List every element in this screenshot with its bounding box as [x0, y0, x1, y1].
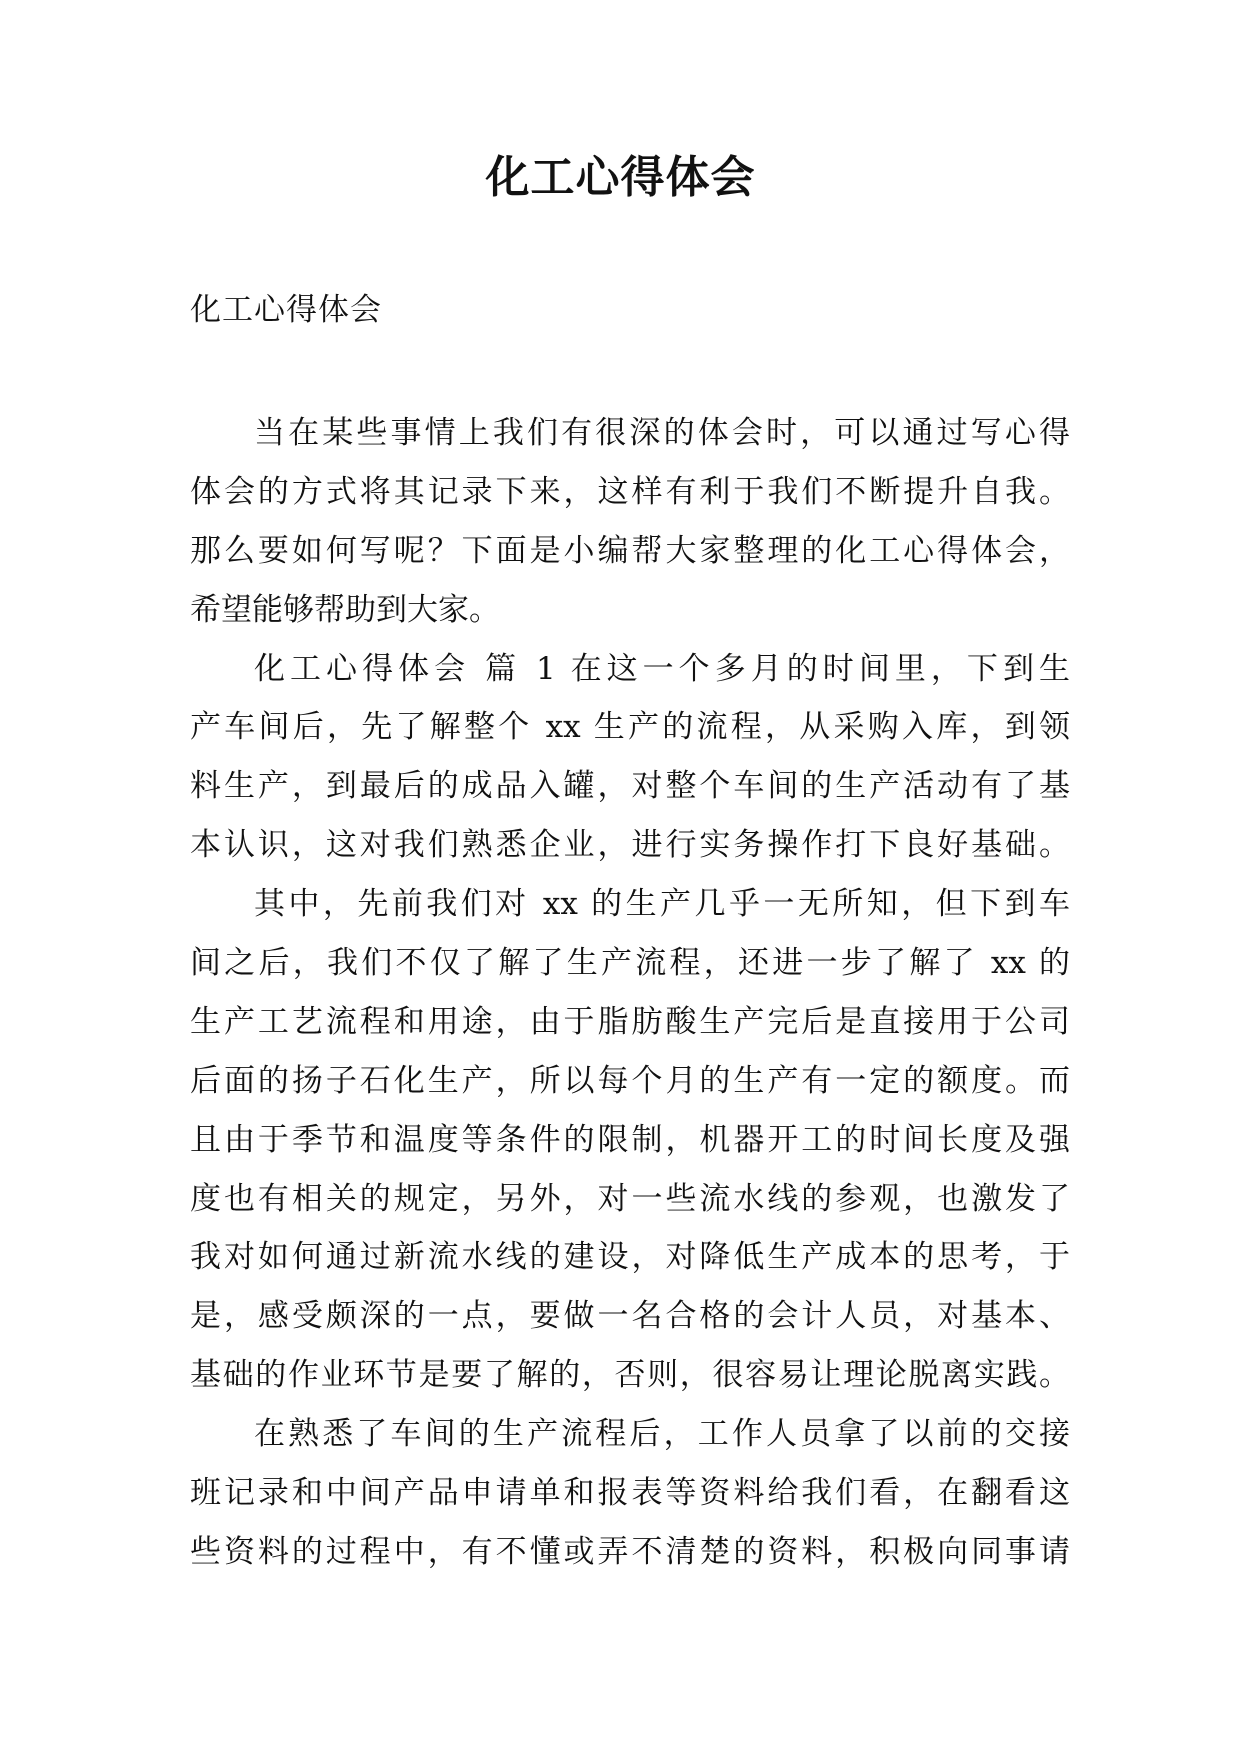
text-line: 产车间后，先了解整个 xx 生产的流程，从采购入库，到领: [190, 709, 1070, 746]
text-line: 基础的作业环节是要了解的，否则，很容易让理论脱离实践。: [190, 1357, 1070, 1394]
text-line: 班记录和中间产品申请单和报表等资料给我们看，在翻看这: [190, 1475, 1070, 1512]
text-line: 那么要如何写呢？下面是小编帮大家整理的化工心得体会，: [190, 532, 1070, 569]
text-line: 其中，先前我们对 xx 的生产几乎一无所知，但下到车: [254, 886, 1070, 923]
text-line: 我对如何通过新流水线的建设，对降低生产成本的思考，于: [190, 1239, 1070, 1276]
text-line: 料生产，到最后的成品入罐，对整个车间的生产活动有了基: [190, 768, 1070, 805]
text-line: 体会的方式将其记录下来，这样有利于我们不断提升自我。: [190, 473, 1070, 510]
text-line: 本认识，这对我们熟悉企业，进行实务操作打下良好基础。: [190, 827, 1070, 864]
text-line: 当在某些事情上我们有很深的体会时，可以通过写心得: [254, 415, 1070, 451]
text-line: 后面的扬子石化生产，所以每个月的生产有一定的额度。而: [190, 1062, 1070, 1099]
text-line: 度也有相关的规定，另外，对一些流水线的参观，也激发了: [190, 1180, 1070, 1217]
text-line: 是，感受颇深的一点，要做一名合格的会计人员，对基本、: [190, 1298, 1070, 1335]
text-line: 间之后，我们不仅了解了生产流程，还进一步了解了 xx 的: [190, 945, 1070, 982]
document-body: [190, 404, 1070, 1582]
document-subtitle: 化工心得体会: [190, 292, 382, 328]
text-line: 化工心得体会 篇 1 在这一个多月的时间里，下到生: [254, 650, 1070, 687]
document-title: 化工心得体会: [485, 152, 756, 203]
text-line: 生产工艺流程和用途，由于脂肪酸生产完后是直接用于公司: [190, 1003, 1070, 1040]
text-line: 且由于季节和温度等条件的限制，机器开工的时间长度及强: [190, 1121, 1070, 1158]
text-line: 在熟悉了车间的生产流程后，工作人员拿了以前的交接: [254, 1416, 1070, 1453]
text-line: 些资料的过程中，有不懂或弄不清楚的资料，积极向同事请: [190, 1533, 1070, 1570]
text-line: 希望能够帮助到大家。: [190, 591, 500, 628]
